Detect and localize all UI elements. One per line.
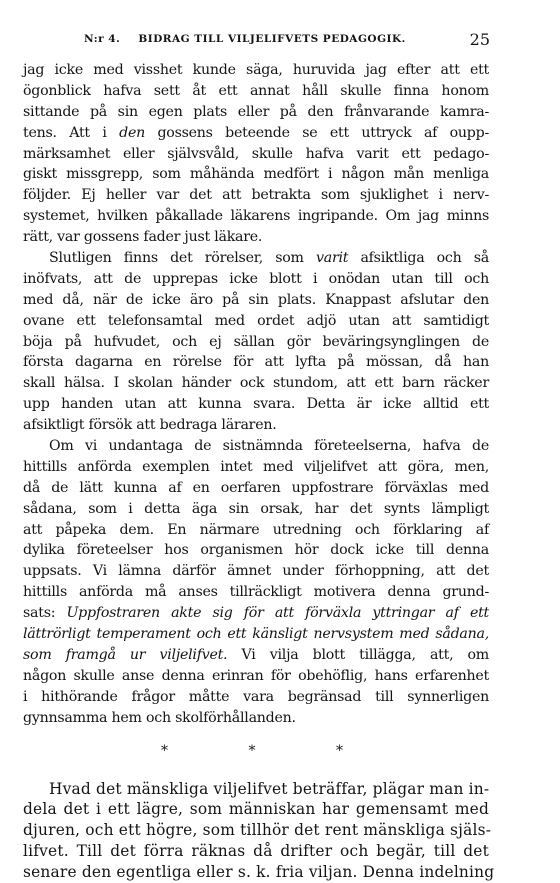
running-title: BIDRAG TILL VILJELIFVETS PEDAGOGIK. (138, 33, 406, 45)
text-line: någon skulle anse denna erinran för obehöflig, hans erfarenhet (23, 667, 489, 684)
text-line: tens. Att i den gossens beteende se ett uttryck af oupp- (23, 124, 490, 141)
text-line: inöfvats, att de upprepas icke blott i onödan utan till och (23, 270, 489, 287)
text-line: jag icke med visshet kunde säga, huruvida jag efter att ett (23, 62, 489, 78)
text-line: djuren, och ett högre, som tillhör det rent mänskliga själs- (23, 821, 492, 840)
text-line: märksamhet eller självsvåld, skulle hafva varit ett pedago- (23, 145, 489, 162)
text-line: Slutligen finns det rörelser, som varit afsiktliga och så (49, 250, 489, 267)
text-line: systemet, hvilken påkallade läkarens ingripande. Om jag minns (23, 208, 489, 225)
italic-emphasis: varit (315, 250, 349, 267)
section-spacing (23, 765, 489, 779)
text-line: senare den egentliga eller s. k. fria viljan. Denna indelning (23, 863, 495, 882)
text-line: rätt, var gossens fader just läkare. (23, 229, 263, 246)
text-line: lifvet. Till det förra räknas då drifter och begär, till det (23, 842, 489, 861)
italic-emphasis: Uppfostraren akte sig för att förväxla yttringar af ett (66, 605, 489, 622)
paragraph (23, 60, 489, 248)
text-line: giskt missgrepp, som måhända medfört i någon mån menliga (23, 166, 489, 183)
section-spacing (23, 729, 489, 743)
paragraph (23, 779, 495, 883)
text-line: följder. Ej heller var det att betrakta som sjuklighet i nerv- (23, 187, 489, 204)
section-break-asterisks: * * * (161, 742, 381, 759)
page-number: 25 (469, 30, 490, 49)
text-line: att påpeka dem. En närmare utredning och förklaring af (23, 521, 489, 538)
issue-number: N:r 4. (84, 33, 121, 45)
text-line: ovane ett telefonsamtal med ordet adjö utan att samtidigt (23, 312, 489, 329)
text-line: upp handen utan att kunna svara. Detta är icke alltid ett (23, 396, 489, 413)
text-line: hittills anförda må anses tillräckligt motivera denna grund- (23, 584, 489, 601)
italic-emphasis: lättrörligt temperament och ett känsligt nervsystem med sådana, (23, 626, 489, 643)
text-line: sittande på sin egen plats eller på den frånvarande kamra- (23, 103, 489, 120)
paragraph (23, 436, 489, 728)
italic-emphasis: den (119, 124, 145, 141)
text-line: i hithörande frågor måtte vara begränsad till synnerligen (23, 688, 489, 705)
text-line: Hvad det mänskliga viljelifvet beträffar, plägar man in- (49, 779, 490, 798)
text-line: första dagarna en rörelse för att lyfta på mössan, då han (23, 354, 489, 371)
text-line: då de lätt kunna af en oerfaren uppfostrare förväxlas med (23, 479, 489, 496)
text-line: uppsats. Vi lämna därför ämnet under förhoppning, att det (23, 563, 489, 580)
text-line: sats: Uppfostraren akte sig för att förväxla yttringar af ett (23, 605, 489, 622)
text-line: böja på hufvudet, och ej sällan gör beväringsynglingen de (23, 333, 489, 350)
italic-emphasis: som framgå ur viljelifvet. (23, 646, 228, 663)
text-line: som framgå ur viljelifvet. Vi vilja blott tillägga, att, om (23, 646, 490, 663)
text-line: hittills anförda exemplen intet med viljelifvet att göra, men, (23, 458, 489, 475)
text-line: Om vi undantaga de sistnämnda företeelserna, hafva de (49, 438, 489, 455)
text-line: ögonblick hafva sett åt ett annat håll skulle finna honom (23, 82, 489, 99)
text-line: gynnsamma hem och skolförhållanden. (23, 709, 296, 726)
text-line: med då, när de icke äro på sin plats. Knappast afslutar den (23, 291, 489, 308)
text-line: afsiktligt försök att bedraga läraren. (23, 417, 277, 434)
paragraph (23, 248, 489, 436)
body-text (23, 60, 495, 883)
text-line (23, 624, 489, 645)
running-head (84, 33, 484, 45)
text-line: dylika företeelser hos organismen hör dock icke till denna (23, 542, 489, 559)
text-line: dela det i ett lägre, som människan har gemensamt med (23, 800, 489, 819)
text-line: skall hälsa. I skolan händer ock stundom, att ett barn räcker (23, 375, 489, 392)
text-line: sådana, som i detta äga sin orsak, har det synts lämpligt (23, 500, 489, 517)
